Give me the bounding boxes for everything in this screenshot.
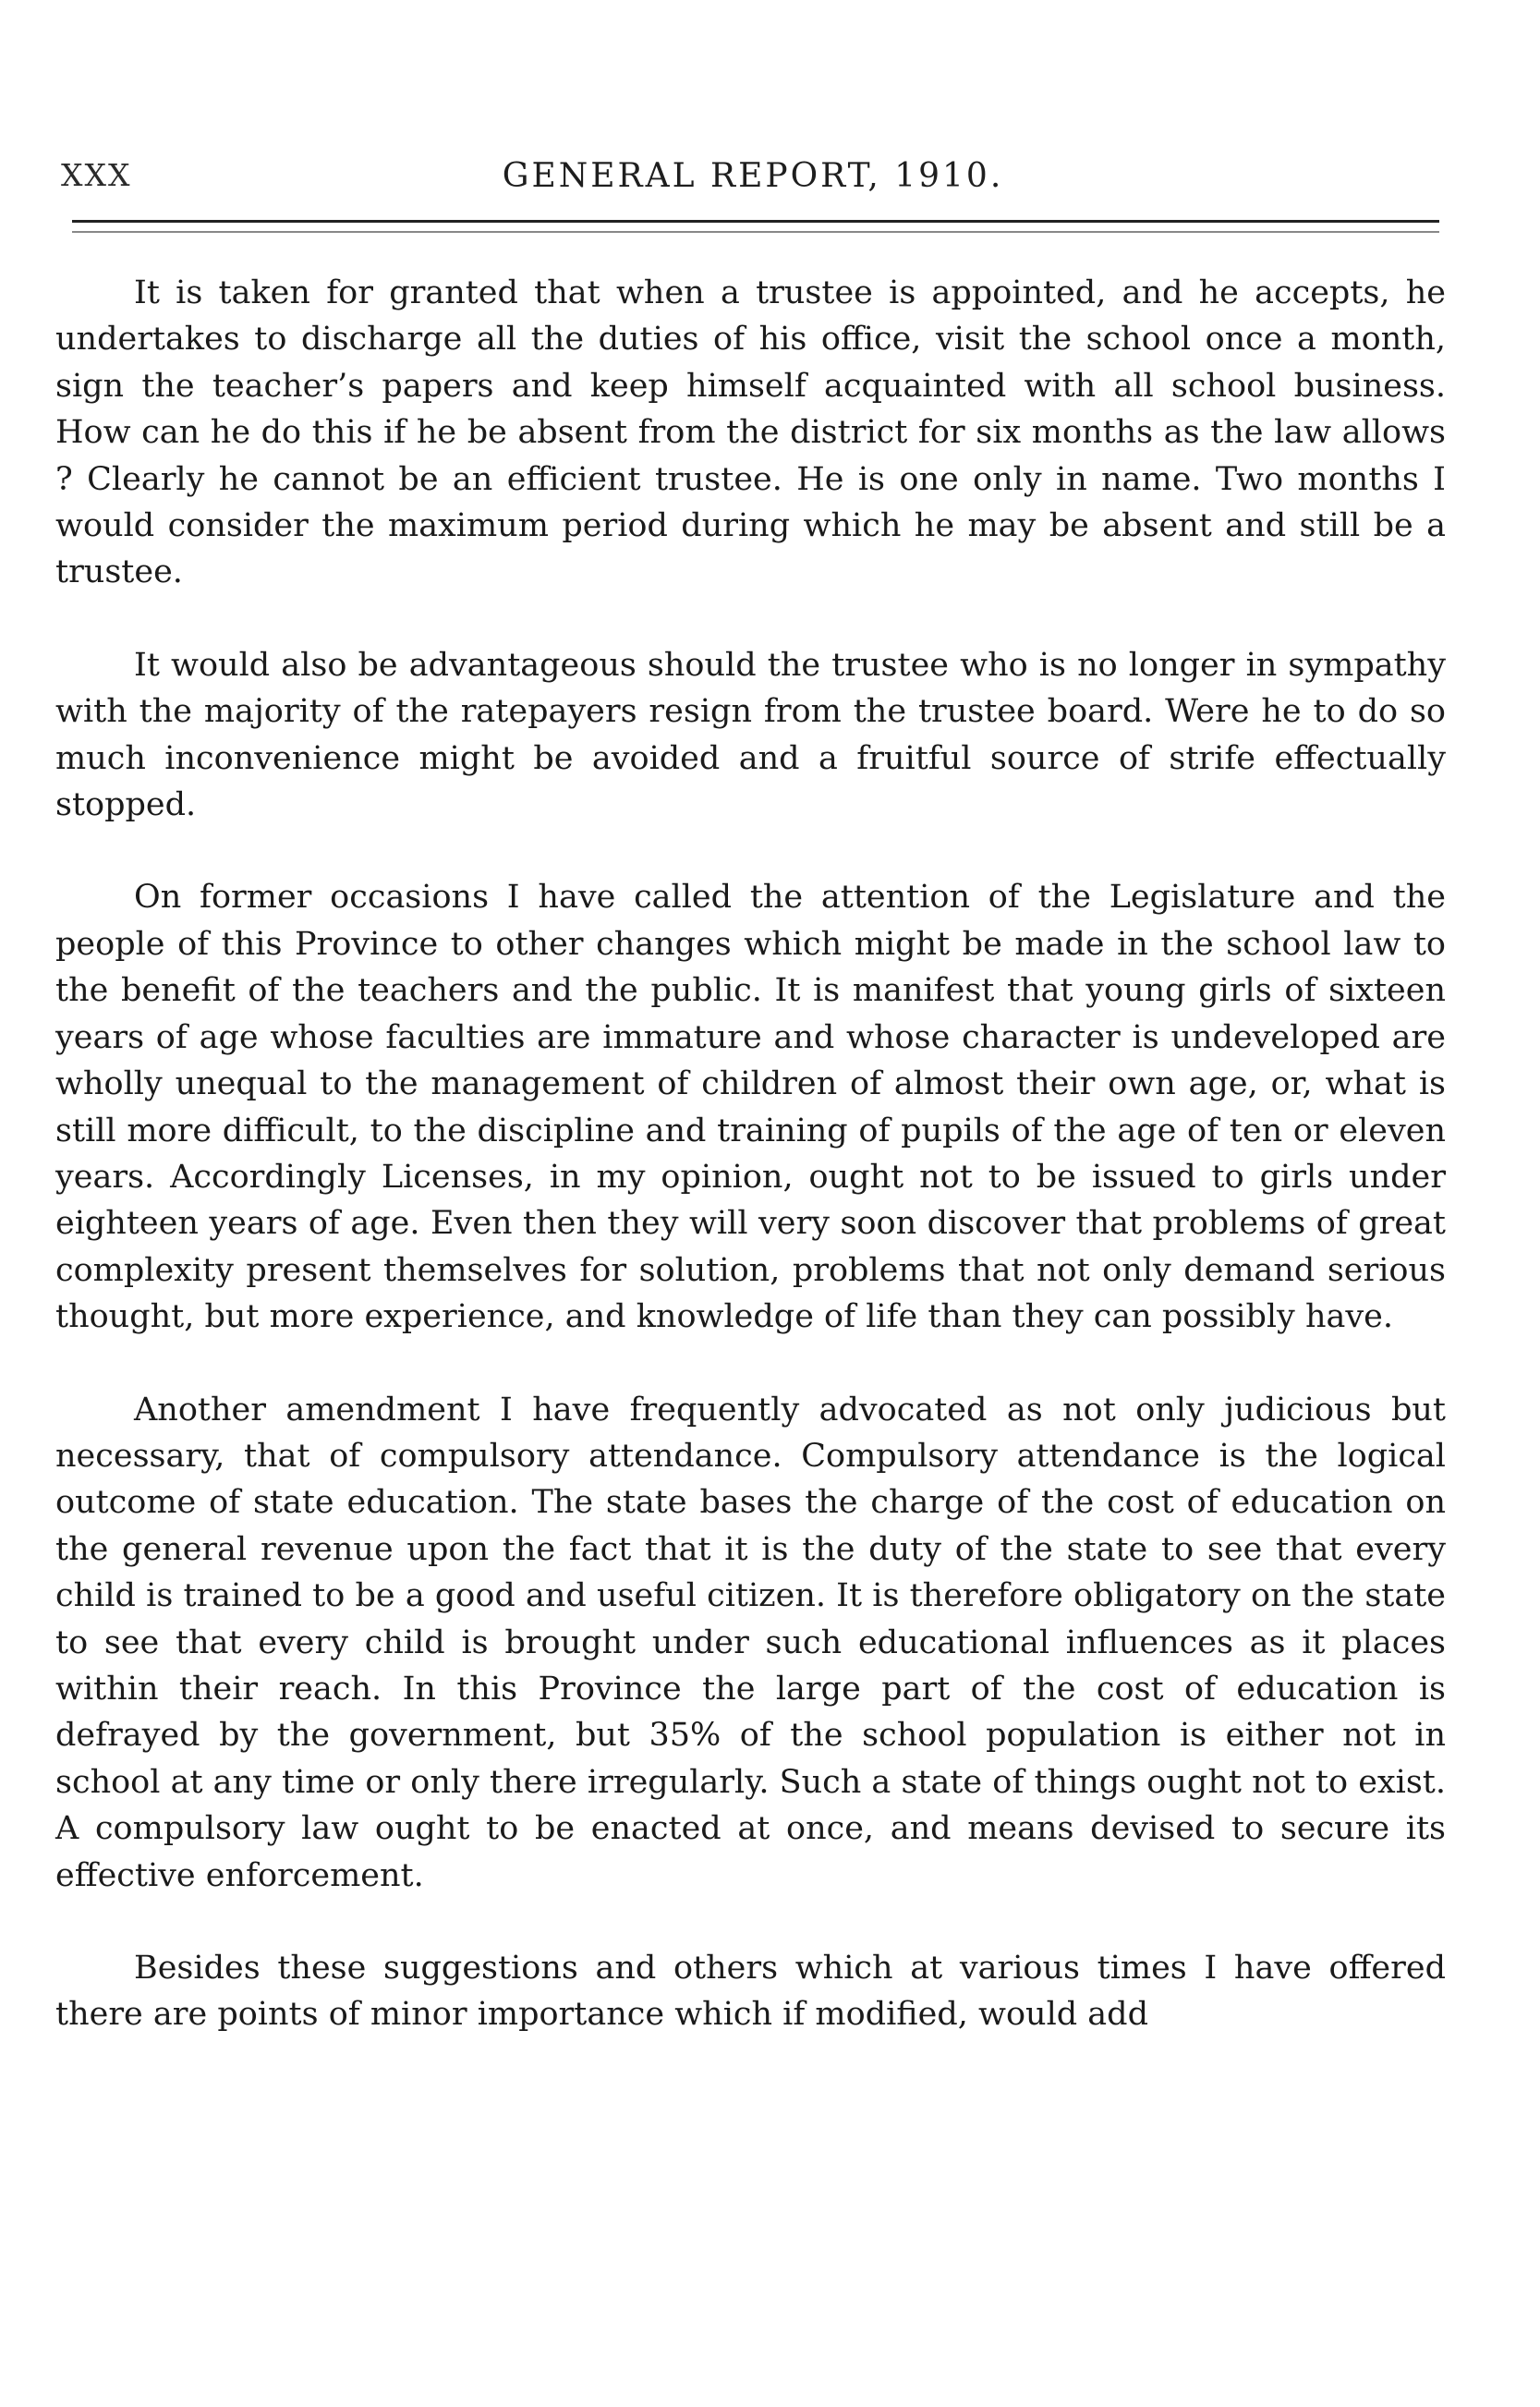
paragraph-compulsory-attendance: Another amendment I have frequently advocated as not only judicious but necessary, that of compulsory attendance. Compulsory attendance is the logical outcome of state education. The state bases the charge of the cost of education on the general revenue upon the fact that it is the duty of the state to see that every child is trained to be a good and useful citizen. It is therefore obligatory on the state to see that every child is brought under such educational influences as it places within their reach. In this Province the large part of the cost of education is defrayed by the government, but 35% of the school population is either not in school at any time or only there irregularly. Such a state of things ought not to exist. A compulsory law ought to be enacted at once, and means devised to secure its effective enforcement. xyxy=(55,1391,1446,1894)
header-rule xyxy=(72,220,1439,223)
body-text xyxy=(55,270,1446,2038)
running-head: GENERAL REPORT, 1910. xyxy=(502,157,1004,195)
page-header xyxy=(55,157,1450,213)
paragraph-minor-points: Besides these suggestions and others which at various times I have offered there are points of minor importance which if modified, would add xyxy=(55,1950,1446,2034)
paragraph-trustee-duties: It is taken for granted that when a trustee is appointed, and he accepts, he undertakes to discharge all the duties of his office, visit the school once a month, sign the teacher’s papers and keep himself acquainted with all school business. How can he do this if he be absent from the district for six months as the law allows ? Clearly he cannot be an efficient trustee. He is one only in name. Two months I would consider the maximum period during which he may be absent and still be a trustee. xyxy=(55,274,1446,591)
paragraph-trustee-resign: It would also be advantageous should the trustee who is no longer in sympathy with the majority of the ratepayers resign from the trustee board. Were he to do so much inconvenience might be avoided and a fruitful source of strife effectually stopped. xyxy=(55,646,1446,824)
header-rule-secondary xyxy=(72,231,1439,233)
page-number: XXX xyxy=(61,157,132,193)
paragraph-licenses: On former occasions I have called the attention of the Legislature and the people of this Province to other changes which might be made in the school law to the benefit of the teachers and the public. It is manifest that young girls of sixteen years of age whose faculties are immature and whose character is undeveloped are wholly unequal to the management of children of almost their own age, or, what is still more difficult, to the discipline and training of pupils of the age of ten or eleven years. Accordingly Licenses, in my opinion, ought not to be issued to girls under eighteen years of age. Even then they will very soon discover that problems of great complexity present themselves for solution, problems that not only demand serious thought, but more experience, and knowledge of life than they can possibly have. xyxy=(55,879,1446,1336)
